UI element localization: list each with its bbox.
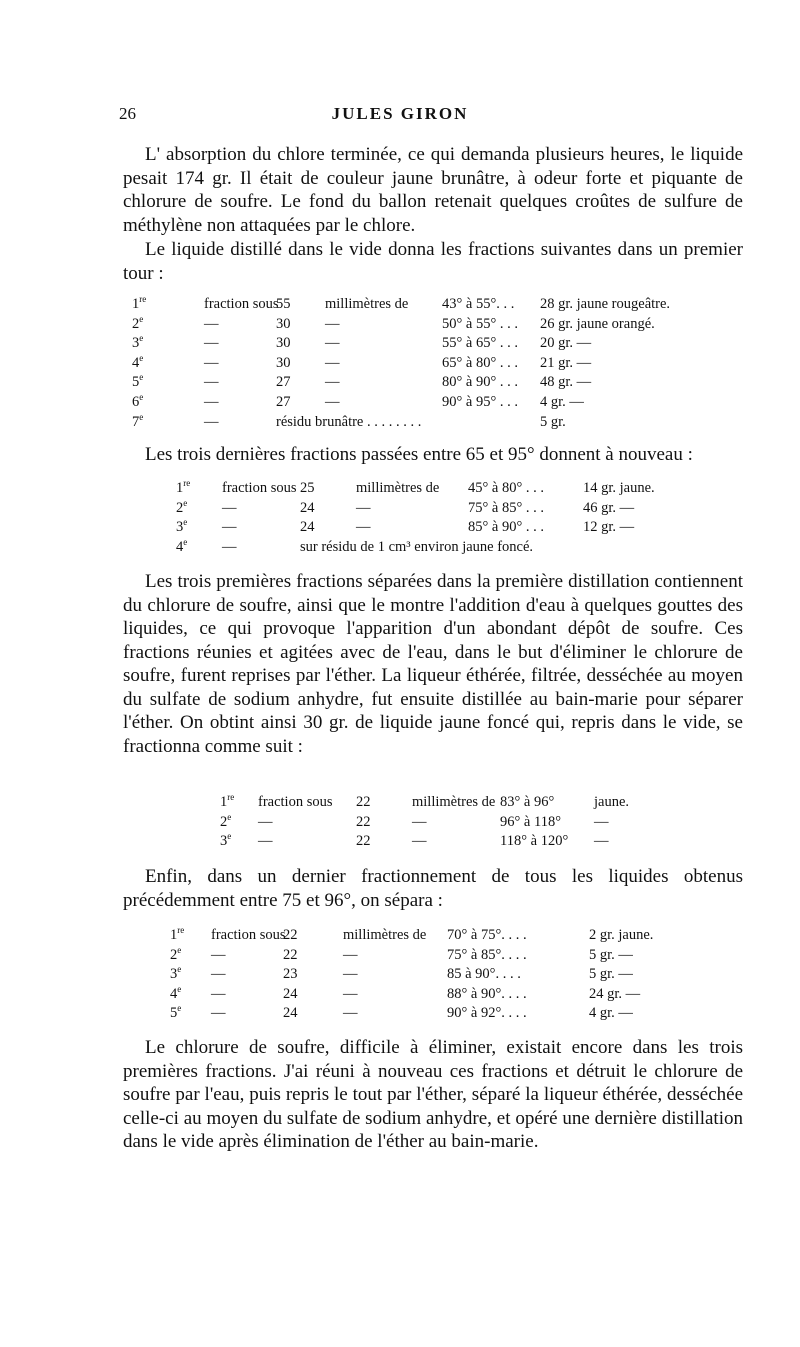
fraction-unit: — [343, 966, 358, 983]
fraction-yield: 4 gr. — [540, 394, 584, 410]
fraction-pressure: 22 [356, 833, 371, 850]
fraction-label: — [211, 946, 226, 963]
fraction-yield: 26 gr. jaune orangé. [540, 315, 655, 332]
fraction-ordinal: 1re [176, 478, 191, 496]
fraction-label: — [211, 985, 226, 1002]
fraction-ordinal: 4e [132, 352, 144, 371]
fraction-temperature: 83° à 96° [500, 794, 555, 810]
fraction-ordinal: 2e [176, 497, 188, 516]
fraction-pressure: 30 [276, 315, 291, 332]
fraction-unit: — [343, 985, 358, 1002]
fraction-temperature: 43° à 55°. . . [442, 296, 515, 312]
fraction-ordinal: 4e [170, 983, 182, 1002]
fraction-yield: 5 gr. — [589, 946, 633, 963]
fraction-temperature: 45° à 80° . . . [468, 480, 545, 496]
fraction-temperature: 75° à 85°. . . . [447, 946, 527, 963]
fraction-yield: 24 gr. — [589, 985, 641, 1002]
paragraph-last-three-fractions: Les trois dernières fractions passées entre 65 et 95° donnent à nouveau : [145, 444, 693, 465]
fraction-ordinal: 2e [132, 313, 144, 332]
fraction-ordinal: 3e [220, 831, 232, 850]
fraction-yield: 21 gr. — [540, 354, 592, 371]
fraction-pressure: 23 [283, 966, 298, 983]
fraction-unit: millimètres de [343, 927, 427, 943]
fraction-yield: 20 gr. — [540, 335, 592, 352]
fraction-label: — [204, 354, 219, 371]
fraction-label: — [222, 538, 237, 555]
fraction-unit: — [325, 315, 340, 332]
fraction-ordinal: 2e [220, 811, 232, 830]
fraction-ordinal: 3e [132, 333, 144, 352]
fraction-ordinal: 6e [132, 392, 144, 410]
fraction-yield: 14 gr. jaune. [583, 480, 655, 496]
fraction-unit: — [343, 1005, 358, 1022]
fraction-ordinal: 5e [170, 1003, 182, 1022]
page-number: 26 [119, 104, 136, 123]
fraction-unit: — [325, 394, 340, 410]
fraction-temperature: 90° à 92°. . . . [447, 1005, 527, 1022]
fraction-unit: — [325, 354, 340, 371]
fraction-pressure: 22 [356, 813, 371, 830]
fraction-yield: — [594, 813, 609, 830]
fraction-temperature: 85 à 90°. . . . [447, 966, 521, 983]
fraction-yield: 5 gr. — [589, 966, 633, 983]
fraction-pressure: 22 [283, 927, 298, 943]
fraction-unit: — [325, 374, 340, 391]
fraction-label: fraction sous [204, 296, 279, 312]
fraction-pressure: 24 [300, 499, 315, 516]
fraction-ordinal: 1re [132, 294, 147, 312]
fraction-ordinal: 5e [132, 372, 144, 391]
fraction-temperature: 85° à 90° . . . [468, 519, 545, 536]
fraction-unit: millimètres de [356, 480, 440, 496]
fraction-yield: 5 gr. [540, 413, 566, 430]
fraction-label: — [222, 499, 237, 516]
fraction-pressure: 24 [283, 1005, 298, 1022]
fraction-unit: — [356, 499, 371, 516]
fraction-temperature: 55° à 65° . . . [442, 335, 519, 352]
fraction-unit: millimètres de [325, 296, 409, 312]
fraction-pressure: 55 [276, 296, 291, 312]
paragraph-final-purification: Le chlorure de soufre, difficile à éliminer, existait encore dans les trois premières fractions. J'ai réuni à nouveau ces fractions et détruit le chlorure de soufre par l'eau, puis repris le tout par l'éther, séparé la liqueur éthérée, desséchée celle-ci au moyen du sulfate de sodium anhydre, et opéré une dernière distillation dans le vide après élimination de l'éther au bain-marie. [123, 1037, 743, 1152]
fraction-pressure: résidu brunâtre . . . . . . . . [276, 413, 422, 430]
fraction-yield: 46 gr. — [583, 499, 635, 516]
fraction-label: — [204, 413, 219, 430]
fraction-pressure: 22 [356, 794, 371, 810]
fraction-unit: — [325, 335, 340, 352]
paragraph-final-fractionation: Enfin, dans un dernier fractionnement de tous les liquides obtenus précédemment entre 75 et 96°, on sépara : [123, 866, 743, 911]
fraction-ordinal: 1re [220, 792, 235, 810]
fraction-pressure: 24 [300, 519, 315, 536]
fraction-yield: jaune. [594, 794, 630, 810]
fraction-temperature: 80° à 90° . . . [442, 374, 519, 391]
fraction-unit: — [412, 813, 427, 830]
fraction-temperature: 118° à 120° [500, 833, 569, 850]
fraction-label: — [204, 394, 219, 410]
fraction-ordinal: 3e [176, 517, 188, 536]
fraction-pressure: sur résidu de 1 cm³ environ jaune foncé. [300, 538, 534, 555]
fraction-temperature: 65° à 80° . . . [442, 354, 519, 371]
fraction-yield: 2 gr. jaune. [589, 927, 654, 943]
fraction-ordinal: 3e [170, 964, 182, 983]
fraction-pressure: 30 [276, 354, 291, 371]
running-title: JULES GIRON [331, 104, 469, 123]
fraction-label: — [258, 813, 273, 830]
fraction-ordinal: 2e [170, 944, 182, 963]
fraction-pressure: 30 [276, 335, 291, 352]
fraction-unit: millimètres de [412, 794, 496, 810]
fraction-pressure: 25 [300, 480, 315, 496]
fraction-temperature: 75° à 85° . . . [468, 499, 545, 516]
fraction-label: — [204, 374, 219, 391]
fraction-yield: 28 gr. jaune rougeâtre. [540, 296, 671, 312]
fraction-ordinal: 4e [176, 536, 188, 555]
fraction-unit: — [356, 519, 371, 536]
fraction-yield: 4 gr. — [589, 1005, 633, 1022]
fraction-ordinal: 1re [170, 925, 185, 943]
fraction-ordinal: 7e [132, 411, 144, 430]
paragraph-sulfur-chloride-removal: Les trois premières fractions séparées dans la première distillation contiennent du chlorure de soufre, ainsi que le montre l'addition d'eau à quelques gouttes des liquides, ce qui provoque l'apparition d'un abondant dépôt de soufre. Ces fractions réunies et agitées avec de l'eau, dans le but d'éliminer le chlorure de soufre, furent reprises par l'éther. La liqueur éthérée, filtrée, desséchée au moyen du sulfate de sodium anhydre, fut ensuite distillée au bain-marie pour séparer l'éther. On obtint ainsi 30 gr. de liquide jaune foncé qui, repris dans le vide, se fractionna comme suit : [123, 571, 743, 757]
fraction-temperature: 50° à 55° . . . [442, 315, 519, 332]
fraction-label: — [222, 519, 237, 536]
fraction-label: — [204, 335, 219, 352]
fraction-unit: — [412, 833, 427, 850]
fraction-temperature: 88° à 90°. . . . [447, 985, 527, 1002]
fraction-yield: — [594, 833, 609, 850]
fraction-pressure: 27 [276, 374, 291, 391]
fraction-yield: 12 gr. — [583, 519, 635, 536]
fraction-label: fraction sous [222, 480, 297, 496]
fraction-label: — [211, 966, 226, 983]
fraction-label: — [258, 833, 273, 850]
fraction-label: fraction sous [211, 927, 286, 943]
fraction-label: fraction sous [258, 794, 333, 810]
fraction-pressure: 27 [276, 394, 291, 410]
paragraph-chlorine-absorption: L' absorption du chlore terminée, ce qui demanda plusieurs heures, le liquide pesait 174 gr. Il était de couleur jaune brunâtre, à odeur forte et piquante de chlorure de soufre. Le fond du ballon retenait quelques croûtes de sulfure de méthylène non attaquées par le chlore. [123, 144, 743, 236]
fraction-temperature: 96° à 118° [500, 813, 561, 830]
paragraph-first-distillation: Le liquide distillé dans le vide donna les fractions suivantes dans un premier tour : [123, 239, 743, 284]
fraction-label: — [211, 1005, 226, 1022]
fraction-temperature: 70° à 75°. . . . [447, 927, 527, 943]
fraction-unit: — [343, 946, 358, 963]
fraction-temperature: 90° à 95° . . . [442, 394, 519, 410]
fraction-yield: 48 gr. — [540, 374, 592, 391]
fraction-pressure: 22 [283, 946, 298, 963]
fraction-label: — [204, 315, 219, 332]
fraction-pressure: 24 [283, 985, 298, 1002]
